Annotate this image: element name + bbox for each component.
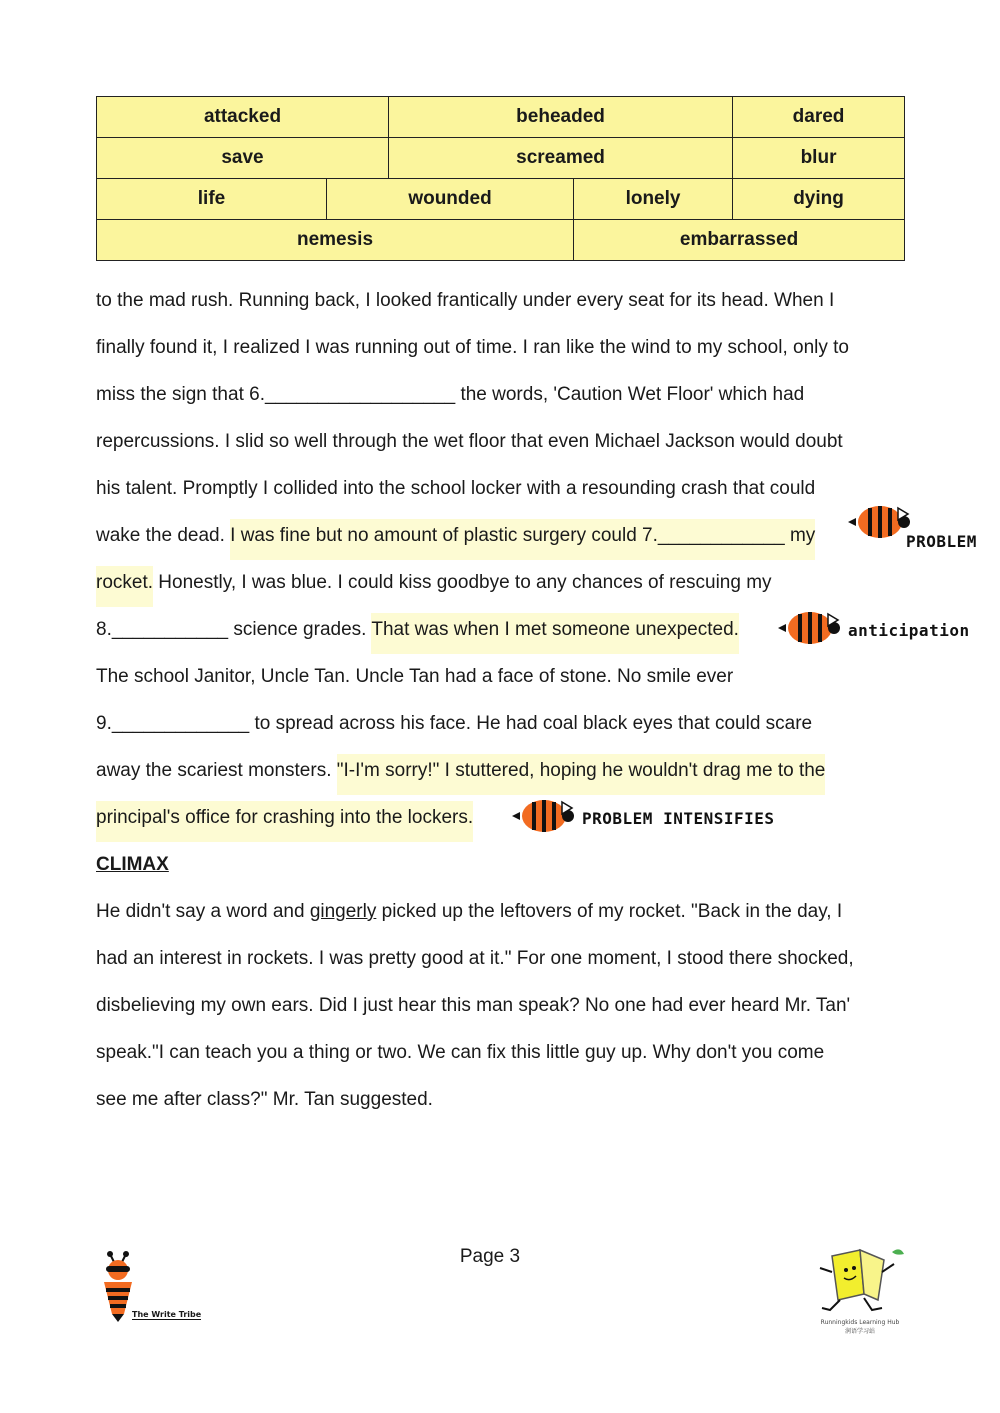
problem-intensifies-tag xyxy=(510,796,775,840)
story-text: He didn't say a word and xyxy=(96,901,310,922)
highlighted-text: "I-I'm sorry!" I stuttered, hoping he wouldn't drag me to the xyxy=(337,754,826,795)
story-text: away the scariest monsters. xyxy=(96,760,337,781)
word-cell: screamed xyxy=(389,138,733,179)
write-tribe-logo xyxy=(98,1250,208,1330)
underlined-word: gingerly xyxy=(309,901,377,922)
word-cell: embarrassed xyxy=(574,220,905,261)
story-line: miss the sign that 6.__________________ the words, 'Caution Wet Floor' which had xyxy=(96,384,805,405)
story-line xyxy=(96,570,772,596)
story-line: disbelieving my own ears. Did I just hear this man speak? No one had ever heard Mr. Tan' xyxy=(96,995,851,1016)
story-line xyxy=(96,523,815,549)
tag-label: PROBLEM xyxy=(906,532,977,551)
section-heading xyxy=(96,852,169,878)
highlighted-text: rocket. xyxy=(96,566,153,607)
highlighted-text: principal's office for crashing into the lockers. xyxy=(96,801,473,842)
bee-icon xyxy=(510,796,576,840)
word-bank-row xyxy=(97,179,905,220)
bee-icon xyxy=(846,502,912,546)
story-line: had an interest in rockets. I was pretty good at it." For one moment, I stood there shocked, xyxy=(96,948,854,969)
word-cell: dared xyxy=(733,97,905,138)
story-line: repercussions. I slid so well through the wet floor that even Michael Jackson would doubt xyxy=(96,431,843,452)
story-line xyxy=(96,758,825,784)
story-text: Honestly, I was blue. I could kiss goodbye to any chances of rescuing my xyxy=(153,572,772,593)
story-text: picked up the leftovers of my rocket. "Back in the day, I xyxy=(376,901,843,922)
logo-text: Runningkids Learning Hub xyxy=(820,1319,900,1326)
story-line: his talent. Promptly I collided into the school locker with a resounding crash that could xyxy=(96,478,816,499)
word-bank-row xyxy=(97,220,905,261)
story-line: finally found it, I realized I was running out of time. I ran like the wind to my school, only to xyxy=(96,337,849,358)
runningkids-logo xyxy=(812,1242,908,1342)
story-line xyxy=(96,617,739,643)
word-cell: blur xyxy=(733,138,905,179)
word-cell: lonely xyxy=(574,179,733,220)
tag-label: PROBLEM INTENSIFIES xyxy=(582,808,775,828)
story-line: 9._____________ to spread across his face. He had coal black eyes that could scare xyxy=(96,713,813,734)
climax-heading: CLIMAX xyxy=(96,854,169,875)
story-line: to the mad rush. Running back, I looked frantically under every seat for its head. When I xyxy=(96,290,835,311)
word-cell: wounded xyxy=(327,179,574,220)
problem-tag xyxy=(846,496,977,551)
word-cell: dying xyxy=(733,179,905,220)
story-text: 8.___________ science grades. xyxy=(96,619,372,640)
word-cell: beheaded xyxy=(389,97,733,138)
word-bank-row xyxy=(97,97,905,138)
word-cell: nemesis xyxy=(97,220,574,261)
running-book-icon xyxy=(812,1242,908,1314)
bee-icon xyxy=(776,608,842,652)
story-text: wake the dead. xyxy=(96,525,231,546)
highlighted-text: That was when I met someone unexpected. xyxy=(371,613,739,654)
highlighted-text: I was fine but no amount of plastic surgery could 7.____________ my xyxy=(230,519,815,560)
story-line: The school Janitor, Uncle Tan. Uncle Tan had a face of stone. No smile ever xyxy=(96,666,734,687)
page-number: Page 3 xyxy=(459,1246,521,1267)
word-bank-row xyxy=(97,138,905,179)
anticipation-tag xyxy=(776,608,970,652)
word-bank-table xyxy=(96,96,905,261)
tag-label: anticipation xyxy=(848,620,970,640)
logo-text: 润语学习站 xyxy=(844,1328,875,1335)
story-line xyxy=(96,805,473,831)
story-line xyxy=(96,899,842,925)
word-cell: attacked xyxy=(97,97,389,138)
logo-text: The Write Tribe xyxy=(132,1310,202,1319)
story-line: see me after class?" Mr. Tan suggested. xyxy=(96,1089,433,1110)
story-line: speak."I can teach you a thing or two. We can fix this little guy up. Why don't you come xyxy=(96,1042,825,1063)
word-cell: life xyxy=(97,179,327,220)
word-cell: save xyxy=(97,138,389,179)
